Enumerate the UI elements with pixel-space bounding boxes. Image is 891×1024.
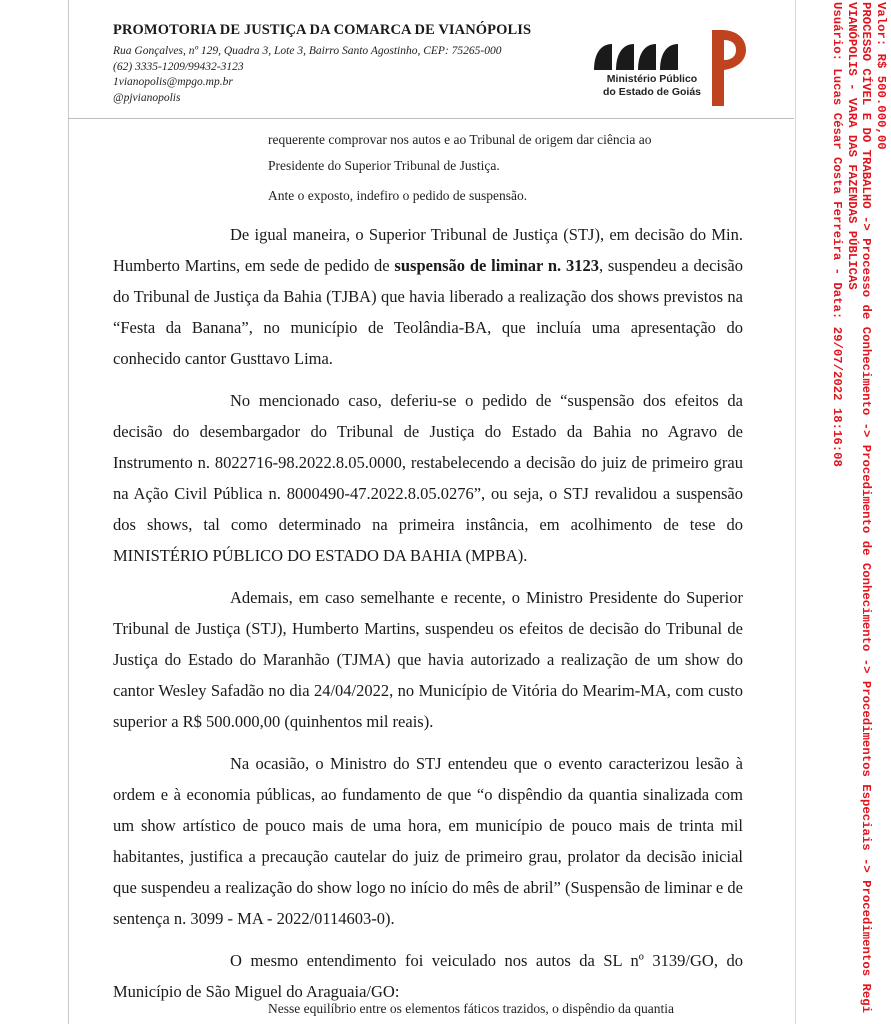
paragraph-2: No mencionado caso, deferiu-se o pedido de “suspensão dos efeitos da decisão do desembargador do Tribunal de Justiça do Estado da Bahia no Agravo de Instrumento n. 8022716-98.2022.8.05.0000, restabelecendo a decisão do juiz de primeiro grau na Ação Civil Pública n. 8000490-47.2022.8.05.0276”, ou seja, o STJ revalidou a suspensão dos shows, tal como determinado na primeira instância, em acolhimento de tese do MINISTÉRIO PÚBLICO DO ESTADO DA BAHIA (MPBA).	[113, 391, 743, 565]
quote-line: requerente comprovar nos autos e ao Tribunal de origem dar ciência ao	[268, 132, 652, 147]
stamp-line-value: Valor: R$ 500.000,00	[874, 2, 888, 150]
logo-caption-line-1: Ministério Público	[606, 73, 698, 85]
email-line: 1vianopolis@mpgo.mp.br	[113, 76, 233, 88]
stamp-line-court: VIANÓPOLIS - VARA DAS FAZENDAS PÚBLICAS	[845, 2, 859, 290]
logo-caption	[592, 73, 712, 99]
paragraph-1-bold: suspensão de liminar n. 3123	[394, 256, 599, 275]
quote-line: Ante o exposto, indefiro o pedido de suspensão.	[268, 188, 528, 203]
phone-line: (62) 3335-1209/99432-3123	[113, 60, 244, 73]
quote-line: Nesse equilíbrio entre os elementos fáticos trazidos, o dispêndio da quantia	[268, 1001, 675, 1016]
paragraph-1	[113, 219, 743, 374]
paragraph-1-text-a: De igual maneira, o Superior Tribunal de Justiça (STJ), em decisão do Min. Humberto Martins, em sede de pedido de	[113, 225, 743, 275]
stamp-text	[830, 2, 888, 1022]
logo-caption-line-2: do Estado de Goiás	[602, 86, 702, 98]
paragraph-5: O mesmo entendimento foi veiculado nos autos da SL nº 3139/GO, do Município de São Miguel do Araguaia/GO:	[113, 951, 743, 1001]
paragraph-1-text-b: , suspendeu a decisão do Tribunal de Justiça da Bahia (TJBA) que havia liberado a realização dos shows previstos na “Festa da Banana”, no município de Teolândia-BA, que incluía uma apresentação do conhecido cantor Gusttavo Lima.	[113, 256, 743, 368]
paragraph-3: Ademais, em caso semelhante e recente, o Ministro Presidente do Superior Tribunal de Justiça (STJ), Humberto Martins, suspendeu os efeitos de decisão do Tribunal de Justiça do Estado do Maranhão (TJMA) que havia autorizado a realização de um show do cantor Wesley Safadão no dia 24/04/2022, no Município de Vitória do Mearim-MA, com custo superior a R$ 500.000,00 (quinhentos mil reais).	[113, 588, 743, 731]
header-divider	[68, 118, 794, 119]
stamp-line-process: PROCESSO CÍVEL E DO TRABALHO -> Processo de Conhecimento -> Procedimento de Conhecimento -> Procedimentos Especiais -> Procedimentos Regi	[859, 2, 874, 1013]
address-line: Rua Gonçalves, nº 129, Quadra 3, Lote 3, Bairro Santo Agostinho, CEP: 75265-000	[113, 45, 502, 57]
letterhead	[113, 22, 553, 106]
electronic-signature-stamp	[800, 2, 890, 1024]
stamp-line-user: Usuário: Lucas César Costa Ferreira - Data: 29/07/2022 18:16:08	[830, 2, 845, 467]
org-title: PROMOTORIA DE JUSTIÇA DA COMARCA DE VIANÓPOLIS	[113, 22, 532, 38]
social-line: @pjvianopolis	[113, 91, 181, 104]
block-quote-top	[268, 127, 744, 209]
block-quote-bottom	[268, 996, 744, 1022]
quote-line: Presidente do Superior Tribunal de Justiça.	[268, 158, 500, 173]
paragraph-4: Na ocasião, o Ministro do STJ entendeu que o evento caracterizou lesão à ordem e à economia públicas, ao fundamento de que “o dispêndio da quantia sinalizada com um show artístico de pouco mais de uma hora, em município de pouco mais de trinta mil habitantes, justifica a precaução cautelar do juiz de primeiro grau, prolator da decisão inicial que suspendeu a realização do show logo no início do mês de abril” (Suspensão de liminar e de sentença n. 3099 - MA - 2022/0114603-0).	[113, 754, 743, 928]
body-text	[113, 219, 743, 1007]
